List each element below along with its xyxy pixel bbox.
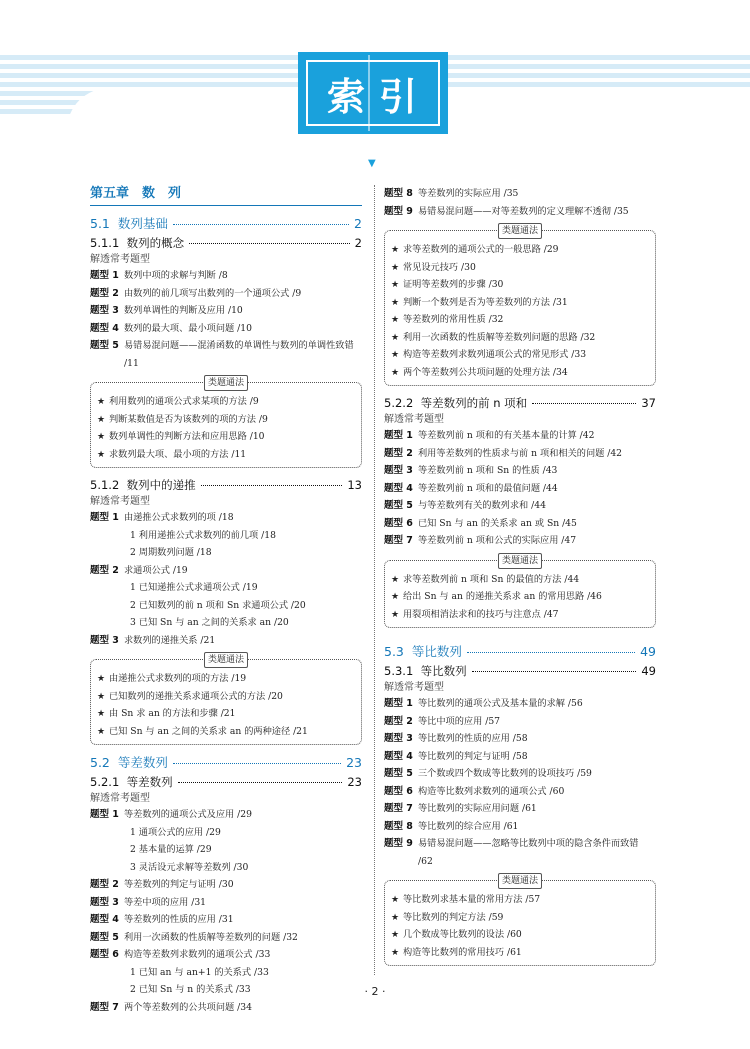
question-subitem[interactable] — [90, 841, 362, 859]
item-text: 等比中项的应用 /57 — [418, 715, 501, 727]
item-text: 3 已知 Sn 与 an 之间的关系求 an /20 — [130, 617, 289, 628]
method-item[interactable] — [97, 705, 355, 723]
question-type-item[interactable] — [90, 999, 362, 1017]
item-text: 求数列的递推关系 /21 — [124, 634, 216, 646]
method-item-text: 构造等差数列求数列通项公式的常见形式 /33 — [403, 349, 587, 360]
item-label — [90, 527, 124, 545]
leader-dots — [532, 403, 636, 404]
method-box — [90, 655, 362, 745]
question-type-item[interactable] — [384, 445, 656, 463]
subsection-num: 5.2.2 — [384, 396, 414, 410]
method-item[interactable] — [391, 891, 649, 909]
item-text: 2 周期数列问题 /18 — [130, 547, 212, 558]
item-text: 等比数列的判定与证明 /58 — [418, 750, 528, 762]
item-text: 构造等差数列求数列的通项公式 /33 — [124, 949, 271, 960]
leader-dots — [201, 485, 343, 486]
question-type-item[interactable] — [90, 320, 362, 338]
method-item[interactable] — [391, 909, 649, 927]
item-text: 易错易混问题——忽略等比数列中项的隐含条件而致错 /62 — [418, 838, 639, 867]
leader-dots — [173, 224, 349, 225]
item-text: 等差数列前 n 项和公式的实际应用 /47 — [418, 535, 577, 546]
item-label: 题型 2 — [90, 879, 119, 890]
item-label: 题型 2 — [384, 715, 413, 727]
method-item-text: 利用数列的通项公式求某项的方法 /9 — [109, 396, 259, 407]
item-label: 题型 4 — [90, 322, 119, 334]
star-icon: ★ — [391, 608, 400, 620]
page-number: · 2 · — [364, 985, 386, 998]
section-note: 解透常考题型 — [384, 682, 444, 693]
item-label: 题型 3 — [90, 634, 119, 646]
method-box — [90, 378, 362, 468]
item-text: 1 通项公式的应用 /29 — [130, 826, 221, 838]
method-item[interactable] — [391, 588, 649, 606]
method-box — [384, 226, 656, 386]
item-text: 2 已知 Sn 与 n 的关系式 /33 — [130, 984, 251, 995]
question-type-item[interactable] — [384, 713, 656, 731]
item-text: 等差数列前 n 项和的有关基本量的计算 /42 — [418, 430, 595, 441]
star-icon: ★ — [97, 431, 106, 442]
question-type-item[interactable] — [384, 462, 656, 480]
question-type-item[interactable] — [384, 515, 656, 533]
question-type-item[interactable] — [90, 894, 362, 912]
item-label — [90, 841, 124, 859]
method-item-text: 常见设元技巧 /30 — [403, 261, 476, 273]
star-icon: ★ — [391, 573, 400, 585]
method-item-text: 等差数列的常用性质 /32 — [403, 314, 504, 325]
section-num: 5.2 — [90, 755, 110, 770]
item-label: 题型 5 — [384, 768, 413, 779]
item-label: 题型 4 — [384, 482, 413, 494]
method-item-text: 等比数列求基本量的常用方法 /57 — [403, 894, 541, 905]
method-box-title: 类题通法 — [204, 652, 248, 668]
item-text: 易错易混问题——对等差数列的定义理解不透彻 /35 — [418, 205, 629, 217]
item-label: 题型 5 — [90, 931, 119, 943]
question-type-item[interactable] — [384, 480, 656, 498]
method-item-text: 利用一次函数的性质解等差数列问题的思路 /32 — [403, 331, 596, 343]
item-list — [90, 509, 362, 649]
star-icon: ★ — [391, 929, 400, 940]
subsection-num: 5.1.2 — [90, 478, 120, 492]
question-type-item[interactable] — [90, 509, 362, 527]
method-item-text: 构造等比数列的常用技巧 /61 — [403, 946, 522, 958]
section-5-1[interactable] — [90, 214, 362, 234]
item-label: 题型 9 — [384, 205, 413, 217]
method-item[interactable] — [97, 411, 355, 429]
leader-dots — [189, 243, 350, 244]
item-text: 2 已知数列的前 n 项和 Sn 求通项公式 /20 — [130, 599, 306, 611]
star-icon: ★ — [391, 279, 400, 290]
item-label: 题型 2 — [90, 564, 119, 576]
item-text: 求通项公式 /19 — [124, 564, 188, 576]
item-list — [384, 185, 656, 220]
method-item[interactable] — [391, 294, 649, 312]
item-text: 等比数列的综合应用 /61 — [418, 820, 519, 832]
subsection-num: 5.2.1 — [90, 775, 120, 789]
question-type-item[interactable] — [90, 929, 362, 947]
item-text: 等差中项的应用 /31 — [124, 896, 207, 908]
method-item-text: 数列单调性的判断方法和应用思路 /10 — [109, 431, 265, 442]
item-text: 两个等差数列的公共项问题 /34 — [124, 1001, 252, 1013]
item-label: 题型 8 — [384, 820, 413, 832]
item-label: 题型 2 — [384, 447, 413, 459]
question-type-item[interactable] — [384, 497, 656, 515]
question-subitem[interactable] — [90, 964, 362, 982]
method-box — [384, 555, 656, 629]
method-item[interactable] — [391, 944, 649, 962]
question-type-item[interactable] — [384, 783, 656, 801]
method-item[interactable] — [391, 259, 649, 277]
item-text: 利用等差数列的性质求与前 n 项和相关的问题 /42 — [418, 447, 623, 459]
question-type-item[interactable] — [90, 806, 362, 824]
item-label: 题型 1 — [90, 512, 119, 523]
question-type-item[interactable] — [90, 632, 362, 650]
item-text: 构造等比数列求数列的通项公式 /60 — [418, 785, 565, 797]
item-text: 数列中项的求解与判断 /8 — [124, 270, 228, 281]
item-label: 题型 5 — [90, 340, 119, 351]
page-title-banner — [298, 52, 448, 134]
star-icon: ★ — [97, 708, 106, 719]
method-item-text: 判断某数值是否为该数列的项的方法 /9 — [109, 413, 268, 425]
question-type-item[interactable] — [90, 337, 362, 372]
item-label: 题型 6 — [90, 949, 119, 960]
subsection-page: 37 — [641, 396, 656, 410]
method-item[interactable] — [391, 346, 649, 364]
question-type-item[interactable] — [384, 532, 656, 550]
star-icon: ★ — [97, 396, 106, 407]
section-5-2[interactable] — [90, 753, 362, 773]
section-page: 2 — [354, 216, 362, 231]
section-title: 等差数列 — [117, 755, 168, 770]
subsection-5-1-1[interactable] — [90, 234, 362, 252]
item-label — [90, 597, 124, 615]
method-item-text: 由 Sn 求 an 的方法和步骤 /21 — [109, 708, 236, 719]
item-text: 等比数列的通项公式及基本量的求解 /56 — [418, 698, 583, 709]
method-item-text: 已知数列的递推关系求通项公式的方法 /20 — [109, 690, 283, 702]
item-list — [90, 267, 362, 372]
star-icon: ★ — [391, 911, 400, 923]
section-title: 等比数列 — [411, 644, 462, 659]
question-type-item[interactable] — [384, 695, 656, 713]
star-icon: ★ — [391, 331, 400, 343]
right-column — [384, 185, 656, 974]
question-type-item[interactable] — [384, 748, 656, 766]
section-note: 解透常考题型 — [90, 496, 150, 507]
star-icon: ★ — [97, 690, 106, 702]
method-item-text: 证明等差数列的步骤 /30 — [403, 279, 504, 290]
method-item-text: 几个数成等比数列的设法 /60 — [403, 929, 522, 940]
item-text: 等差数列前 n 项和的最值问题 /44 — [418, 482, 558, 494]
star-icon: ★ — [391, 314, 400, 325]
question-type-item[interactable] — [384, 818, 656, 836]
subsection-title: 数列中的递推 — [126, 478, 196, 492]
subsection-title: 等差数列的前 n 项和 — [420, 396, 528, 410]
section-note: 解透常考题型 — [90, 254, 150, 265]
question-type-item[interactable] — [90, 876, 362, 894]
item-label: 题型 1 — [90, 270, 119, 281]
item-text: 等比数列的实际应用问题 /61 — [418, 803, 537, 814]
question-type-item[interactable] — [384, 800, 656, 818]
question-type-item[interactable] — [384, 185, 656, 203]
subsection-5-2-1[interactable] — [90, 773, 362, 791]
item-label: 题型 7 — [384, 803, 413, 814]
item-text: 等差数列的性质的应用 /31 — [124, 914, 234, 925]
down-triangle-icon: ▼ — [368, 158, 376, 169]
star-icon: ★ — [391, 591, 400, 602]
page-title: 索引 — [306, 60, 440, 126]
question-type-item[interactable] — [90, 302, 362, 320]
question-type-item[interactable] — [384, 427, 656, 445]
method-item[interactable] — [391, 606, 649, 624]
item-text: 等差数列的实际应用 /35 — [418, 188, 519, 199]
section-page: 23 — [346, 755, 362, 770]
method-item[interactable] — [97, 670, 355, 688]
item-label: 题型 9 — [384, 838, 413, 849]
method-box-title: 类题通法 — [498, 223, 542, 239]
item-label: 题型 3 — [384, 733, 413, 744]
leader-dots — [178, 782, 343, 783]
question-subitem[interactable] — [90, 597, 362, 615]
question-type-item[interactable] — [90, 285, 362, 303]
method-box-title: 类题通法 — [498, 553, 542, 569]
item-label: 题型 1 — [384, 698, 413, 709]
question-subitem[interactable] — [90, 824, 362, 842]
item-label: 题型 2 — [90, 287, 119, 299]
section-num: 5.3 — [384, 644, 404, 659]
subsection-page: 49 — [641, 664, 656, 678]
question-subitem[interactable] — [90, 544, 362, 562]
item-text: 2 基本量的运算 /29 — [130, 844, 212, 855]
leader-dots — [472, 671, 637, 672]
item-label: 题型 3 — [90, 305, 119, 316]
method-item[interactable] — [97, 446, 355, 464]
subsection-num: 5.3.1 — [384, 664, 414, 678]
subsection-5-3-1[interactable] — [384, 662, 656, 680]
star-icon: ★ — [391, 894, 400, 905]
star-icon: ★ — [391, 946, 400, 958]
method-item[interactable] — [97, 393, 355, 411]
section-5-3[interactable] — [384, 642, 656, 662]
item-text: 等差数列的通项公式及应用 /29 — [124, 809, 252, 820]
subsection-page: 23 — [347, 775, 362, 789]
leader-dots — [467, 652, 635, 653]
method-box-title: 类题通法 — [498, 873, 542, 889]
chapter-title: 第五章 数 列 — [90, 185, 362, 206]
item-label — [90, 544, 124, 562]
method-item-text: 判断一个数列是否为等差数列的方法 /31 — [403, 296, 568, 308]
method-item[interactable] — [391, 926, 649, 944]
section-title: 数列基础 — [117, 216, 168, 231]
method-item[interactable] — [97, 428, 355, 446]
item-label: 题型 7 — [90, 1001, 119, 1013]
question-type-item[interactable] — [90, 911, 362, 929]
star-icon: ★ — [391, 261, 400, 273]
method-item[interactable] — [391, 276, 649, 294]
subsection-num: 5.1.1 — [90, 236, 120, 250]
method-item-text: 两个等差数列公共项问题的处理方法 /34 — [403, 366, 568, 378]
question-subitem[interactable] — [90, 527, 362, 545]
method-item-text: 等比数列的判定方法 /59 — [403, 911, 504, 923]
question-subitem[interactable] — [90, 579, 362, 597]
question-type-item[interactable] — [90, 946, 362, 964]
item-label: 题型 8 — [384, 188, 413, 199]
item-label — [90, 614, 124, 632]
star-icon: ★ — [97, 673, 106, 684]
item-label — [90, 579, 124, 597]
left-column — [90, 185, 362, 1016]
section-num: 5.1 — [90, 216, 110, 231]
question-type-item[interactable] — [384, 730, 656, 748]
method-item[interactable] — [97, 688, 355, 706]
subsection-title: 等比数列 — [420, 664, 467, 678]
item-text: 数列单调性的判断及应用 /10 — [124, 305, 243, 316]
question-type-item[interactable] — [384, 203, 656, 221]
item-text: 等差数列的判定与证明 /30 — [124, 879, 234, 890]
method-item-text: 求数列最大项、最小项的方法 /11 — [109, 448, 247, 460]
item-list — [384, 427, 656, 550]
item-label: 题型 1 — [384, 430, 413, 441]
item-text: 等差数列前 n 项和 Sn 的性质 /43 — [418, 465, 558, 476]
item-label: 题型 4 — [90, 914, 119, 925]
star-icon: ★ — [391, 366, 400, 378]
star-icon: ★ — [391, 349, 400, 360]
question-type-item[interactable] — [90, 267, 362, 285]
section-page: 49 — [640, 644, 656, 659]
method-item[interactable] — [391, 364, 649, 382]
item-text: 与等差数列有关的数列求和 /44 — [418, 500, 546, 511]
star-icon: ★ — [97, 413, 106, 425]
method-box — [384, 876, 656, 966]
method-item-text: 由递推公式求数列的项的方法 /19 — [109, 673, 247, 684]
method-item[interactable] — [391, 571, 649, 589]
method-item[interactable] — [391, 311, 649, 329]
item-label: 题型 4 — [384, 750, 413, 762]
section-note: 解透常考题型 — [90, 793, 150, 804]
item-label: 题型 5 — [384, 500, 413, 511]
item-text: 等比数列的性质的应用 /58 — [418, 733, 528, 744]
item-label: 题型 6 — [384, 517, 413, 529]
section-note: 解透常考题型 — [384, 414, 444, 425]
item-label: 题型 3 — [90, 896, 119, 908]
item-text: 1 已知 an 与 an+1 的关系式 /33 — [130, 966, 269, 978]
item-label — [90, 824, 124, 842]
item-label: 题型 7 — [384, 535, 413, 546]
item-label — [90, 859, 124, 877]
item-text: 利用一次函数的性质解等差数列的问题 /32 — [124, 931, 298, 943]
method-item-text: 用裂项相消法求和的技巧与注意点 /47 — [403, 608, 559, 620]
item-text: 易错易混问题——混淆函数的单调性与数列的单调性致错 /11 — [124, 340, 354, 369]
method-item-text: 已知 Sn 与 an 之间的关系求 an 的两种途径 /21 — [109, 725, 308, 737]
method-box-title: 类题通法 — [204, 375, 248, 391]
method-item-text: 给出 Sn 与 an 的递推关系求 an 的常用思路 /46 — [403, 591, 602, 602]
item-label: 题型 1 — [90, 809, 119, 820]
method-item[interactable] — [97, 723, 355, 741]
item-label — [90, 964, 124, 982]
item-label: 题型 6 — [384, 785, 413, 797]
question-subitem[interactable] — [90, 614, 362, 632]
method-item[interactable] — [391, 329, 649, 347]
subsection-page: 2 — [354, 236, 362, 250]
item-list — [384, 695, 656, 870]
star-icon: ★ — [97, 725, 106, 737]
method-item-text: 求等差数列前 n 项和 Sn 的最值的方法 /44 — [403, 573, 580, 585]
method-item-text: 求等差数列的通项公式的一般思路 /29 — [403, 244, 559, 255]
star-icon: ★ — [391, 244, 400, 255]
question-type-item[interactable] — [90, 562, 362, 580]
method-item[interactable] — [391, 241, 649, 259]
item-text: 已知 Sn 与 an 的关系求 an 或 Sn /45 — [418, 517, 577, 529]
subsection-5-1-2[interactable] — [90, 476, 362, 494]
star-icon: ★ — [97, 448, 106, 460]
subsection-title: 等差数列 — [126, 775, 173, 789]
question-subitem[interactable] — [90, 859, 362, 877]
item-text: 三个数或四个数成等比数列的设项技巧 /59 — [418, 768, 592, 779]
item-text: 数列的最大项、最小项问题 /10 — [124, 322, 252, 334]
item-text: 由递推公式求数列的项 /18 — [124, 512, 234, 523]
subsection-title: 数列的概念 — [126, 236, 185, 250]
star-icon: ★ — [391, 296, 400, 308]
item-text: 由数列的前几项写出数列的一个通项公式 /9 — [124, 287, 302, 299]
item-text: 1 利用递推公式求数列的前几项 /18 — [130, 529, 276, 541]
item-label: 题型 3 — [384, 465, 413, 476]
column-divider — [374, 185, 375, 975]
item-text: 3 灵活设元求解等差数列 /30 — [130, 861, 249, 873]
subsection-5-2-2[interactable] — [384, 394, 656, 412]
leader-dots — [173, 763, 341, 764]
question-type-item[interactable] — [384, 765, 656, 783]
question-type-item[interactable] — [384, 835, 656, 870]
subsection-page: 13 — [347, 478, 362, 492]
item-text: 1 已知递推公式求通项公式 /19 — [130, 582, 258, 593]
